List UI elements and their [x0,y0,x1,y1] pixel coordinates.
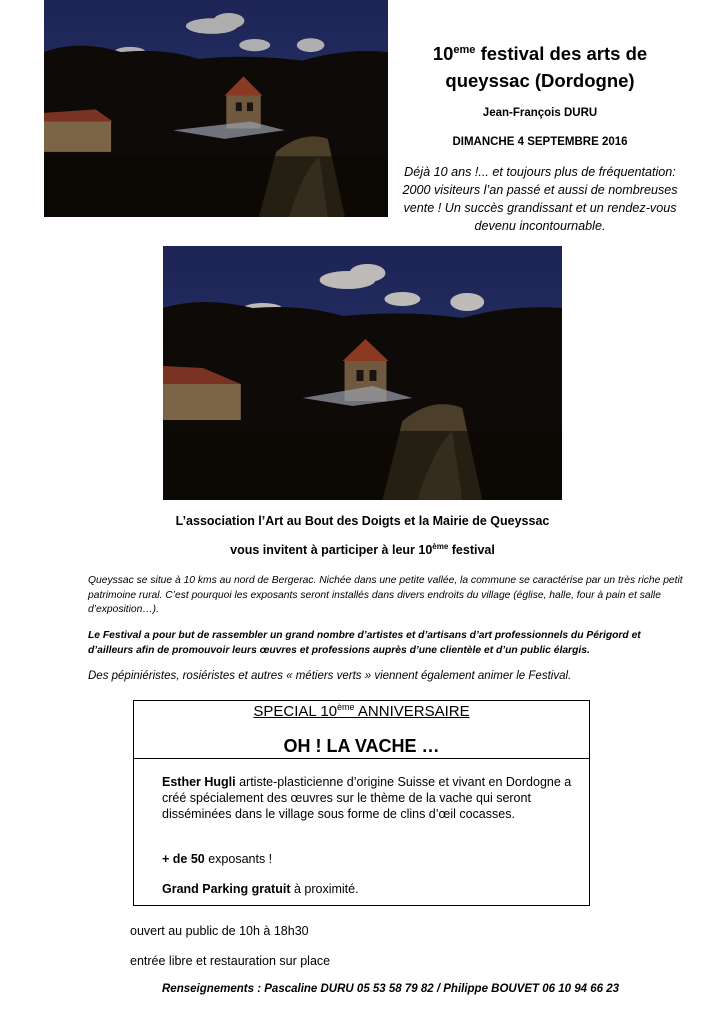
invitation-line [20,543,705,557]
title-number: 10 [432,43,454,64]
village-photo-main [163,246,562,500]
exhibitors-count: + de 50 [162,852,205,866]
special-anniversary-box [133,700,590,906]
title-line-1-text: festival des arts de [475,43,648,64]
special-subheading: OH ! LA VACHE … [283,736,440,756]
special-heading-superscript: ème [337,702,355,712]
event-date: DIMANCHE 4 SEPTEMBRE 2016 [452,136,628,148]
title-superscript: eme [453,43,476,56]
box-divider [134,758,589,759]
special-heading [134,703,589,720]
artist-name: Esther Hugli [162,775,236,789]
location-paragraph: Queyssac se situe à 10 kms au nord de Bergerac. Nichée dans une petite vallée, la commune se caractérise par un très riche petit patrimoine rural. C’est pourquoi les exposants seront installés dans divers endroits du village (église, halle, four à pain et salle d’exposition…). [88,575,683,615]
author-name: Jean-François DURU [482,107,598,119]
village-scene-main [163,246,562,500]
special-heading-text-end: ANNIVERSAIRE [354,703,470,720]
opening-hours: ouvert au public de 10h à 18h30 [130,924,309,938]
special-heading-text: SPECIAL 10 [253,703,338,720]
invitation-text-end: festival [448,543,495,557]
invitation-text: vous invitent à participer à leur 10 [230,543,433,557]
exhibitors-text: exposants ! [204,852,273,866]
association-line: L’association l’Art au Bout des Doigts et la Mairie de Queyssac [175,514,550,528]
village-photo-top [44,0,388,217]
contact-info: Renseignements : Pascaline DURU 05 53 58 79 82 / Philippe BOUVET 06 10 94 66 23 [162,983,620,995]
entry-info: entrée libre et restauration sur place [130,954,331,968]
intro-text: Déjà 10 ans !... et toujours plus de fréquentation: 2000 visiteurs l’an passé et aussi de nombreuses vente ! Un succès grandissant et un rendez-vous devenu incontournable. [402,165,678,233]
festival-title [388,40,692,94]
title-line-2: queyssac (Dordogne) [445,70,635,91]
parking-label: Grand Parking gratuit [162,882,291,896]
artist-description: artiste-plasticienne d’origine Suisse et vivant en Dordogne a créé spécialement des œuvres sur le thème de la vache qui seront disséminées dans le village sous forme de clins d’œil cocasses. [162,775,572,821]
exhibitors-line [162,852,562,866]
village-scene-top [44,0,388,217]
parking-line [162,882,562,896]
invitation-superscript: ème [432,541,449,551]
goal-paragraph: Le Festival a pour but de rassembler un grand nombre d’artistes et d’artisans d’art professionnels du Périgord et d’ailleurs afin de promouvoir leurs œuvres et professions auprès d’une clientèle et d’un public élargis. [88,630,641,656]
nurseries-paragraph: Des pépiniéristes, rosiéristes et autres « métiers verts » viennent également animer le Festival. [88,670,572,682]
parking-text: à proximité. [290,882,359,896]
artist-paragraph [162,774,582,822]
title-line-1 [388,40,692,67]
